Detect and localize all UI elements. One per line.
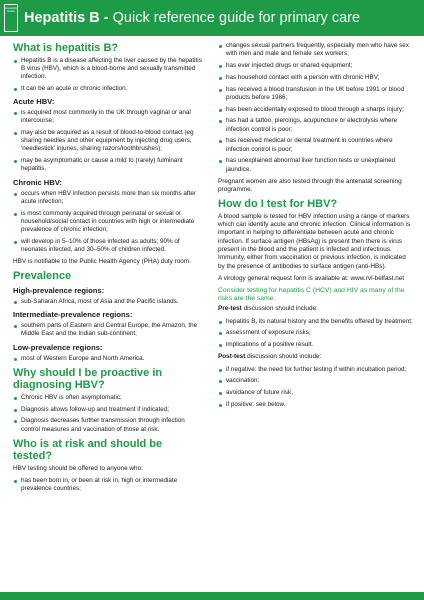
posttest-label: Post-test bbox=[218, 353, 246, 361]
pretest-rest: discussion should include: bbox=[243, 305, 318, 313]
notifiable-text: HBV is notifiable to the Public Health Agency (PHA) duty room. bbox=[13, 258, 191, 266]
list-item: has received a blood transfusion in the UK before 1991 or blood products before 1986; bbox=[218, 86, 414, 102]
risk-list-continued bbox=[218, 42, 414, 174]
list-item: has had a tattoo, piercings, acupuncture or electrolysis where infection control is poor; bbox=[218, 117, 414, 133]
list-item: is acquired most commonly in the UK through vaginal or anal intercourse; bbox=[13, 109, 204, 125]
list-item: has household contact with a person with chronic HBV; bbox=[218, 74, 414, 82]
list-item: has unexplained abnormal liver function tests or unexplained jaundice. bbox=[218, 157, 414, 173]
risk-intro: HBV testing should be offered to anyone who: bbox=[13, 464, 143, 472]
list-item: Diagnosis decreases further transmission through infection control measures and vaccination of those at risk. bbox=[13, 417, 204, 433]
risk-list bbox=[13, 477, 204, 493]
list-item: has ever injected drugs or shared equipment; bbox=[218, 62, 414, 70]
request-form-text: A virology general request form is available at: www.rvl-belfast.net bbox=[218, 274, 405, 282]
list-item: southern parts of Eastern and Central Europe, the Amazon, the Middle East and the Indian sub-continent; bbox=[13, 322, 204, 338]
list-item: Hepatitis B is a disease affecting the liver caused by the hepatitis B virus (HBV), which is a blood-borne and sexually transmitted infection. bbox=[13, 57, 204, 82]
list-item: hepatitis B, its natural history and the benefits offered by treatment; bbox=[218, 318, 414, 326]
title-rest: Quick reference guide for primary care bbox=[112, 10, 361, 26]
consider-testing-text: Consider testing for hepatitis C (HCV) and HIV as many of the risks are the same. bbox=[218, 287, 405, 303]
left-column bbox=[13, 42, 204, 497]
list-item: most of Western Europe and North America. bbox=[13, 355, 204, 363]
acute-heading: Acute HBV: bbox=[13, 96, 55, 106]
high-prevalence-heading: High-prevalence regions: bbox=[13, 285, 105, 295]
list-item: It can be an acute or chronic infection. bbox=[13, 85, 204, 93]
pretest-intro bbox=[218, 305, 414, 313]
logo: Hepatitis Guide bbox=[4, 4, 18, 32]
list-item: has received medical or dental treatment in countries where infection control is poor; bbox=[218, 137, 414, 153]
test-heading: How do I test for HBV? bbox=[218, 198, 338, 211]
list-item: changes sexual partners frequently, especially men who have sex with men and male and female sex workers; bbox=[218, 42, 414, 58]
list-item: occurs when HBV infection persists more than six months after acute infection; bbox=[13, 190, 204, 206]
posttest-rest: discussion should include: bbox=[247, 353, 322, 361]
prevalence-heading: Prevalence bbox=[13, 270, 72, 283]
list-item: may also be acquired as a result of blood-to-blood contact (eg sharing needles and other equipment by injecting drug users, 'needlestick' injuries, sharing razors/toothbrushes); bbox=[13, 129, 204, 154]
list-item: will develop in 5–10% of those infected as adults; 90% of neonates infected, and 30–50% of children infected. bbox=[13, 238, 204, 254]
risk-heading: Who is at risk and should be tested? bbox=[13, 437, 163, 463]
low-prevalence-heading: Low-prevalence regions: bbox=[13, 342, 103, 352]
list-item: may be asymptomatic or cause a mild to (rarely) fulminant hepatitis. bbox=[13, 157, 204, 173]
list-item: assessment of exposure risks; bbox=[218, 329, 414, 337]
list-item: sub-Saharan Africa, most of Asia and the Pacific islands. bbox=[13, 298, 204, 306]
right-column bbox=[218, 42, 414, 413]
pretest-label: Pre-test bbox=[218, 305, 242, 313]
acute-list bbox=[13, 109, 204, 174]
list-item: implications of a positive result. bbox=[218, 341, 414, 349]
page-title bbox=[24, 9, 360, 27]
proactive-heading: Why should I be proactive in diagnosing HBV? bbox=[13, 366, 163, 392]
what-heading: What is hepatitis B? bbox=[13, 42, 119, 54]
intermediate-prevalence-list bbox=[13, 322, 204, 338]
header-banner bbox=[0, 0, 424, 36]
proactive-list bbox=[13, 394, 204, 434]
list-item: avoidance of future risk; bbox=[218, 389, 414, 397]
footer-bar bbox=[0, 592, 424, 600]
list-item: Chronic HBV is often asymptomatic; bbox=[13, 394, 204, 402]
chronic-heading: Chronic HBV: bbox=[13, 177, 62, 187]
list-item: if positive: see below. bbox=[218, 401, 414, 409]
list-item: if negative: the need for further testing if within incubation period; bbox=[218, 366, 414, 374]
posttest-list bbox=[218, 366, 414, 410]
low-prevalence-list bbox=[13, 355, 204, 363]
title-bold: Hepatitis B - bbox=[24, 10, 109, 26]
high-prevalence-list bbox=[13, 298, 204, 306]
posttest-intro bbox=[218, 353, 414, 361]
chronic-list bbox=[13, 190, 204, 255]
list-item: has been born in, or been at risk in, high or intermediate prevalence countries; bbox=[13, 477, 204, 493]
test-text: A blood sample is tested for HBV infection using a range of markers which can identify acute and chronic infection. Clinical information is important in helping to differentiate between acute and chronic infection. If surface antigen (HBsAg) is present then there is virus present in the blood and the patient is infected and infectious. Immunity, either from vaccination or previous infection, is indicated by the presence of antibodies to surface antigen (anti-HBs). bbox=[218, 212, 411, 270]
list-item: Diagnosis allows follow-up and treatment if indicated; bbox=[13, 406, 204, 414]
what-list bbox=[13, 57, 204, 93]
list-item: is most commonly acquired through perinatal or sexual or household/social contact in countries with high or intermediate prevalence of chronic infection; bbox=[13, 210, 204, 235]
pretest-list bbox=[218, 318, 414, 350]
pregnant-text: Pregnant women are also tested through the antenatal screening programme. bbox=[218, 177, 402, 194]
intermediate-prevalence-heading: Intermediate-prevalence regions: bbox=[13, 310, 133, 320]
list-item: vaccination; bbox=[218, 377, 414, 385]
list-item: has been accidentally exposed to blood through a sharps injury; bbox=[218, 106, 414, 114]
